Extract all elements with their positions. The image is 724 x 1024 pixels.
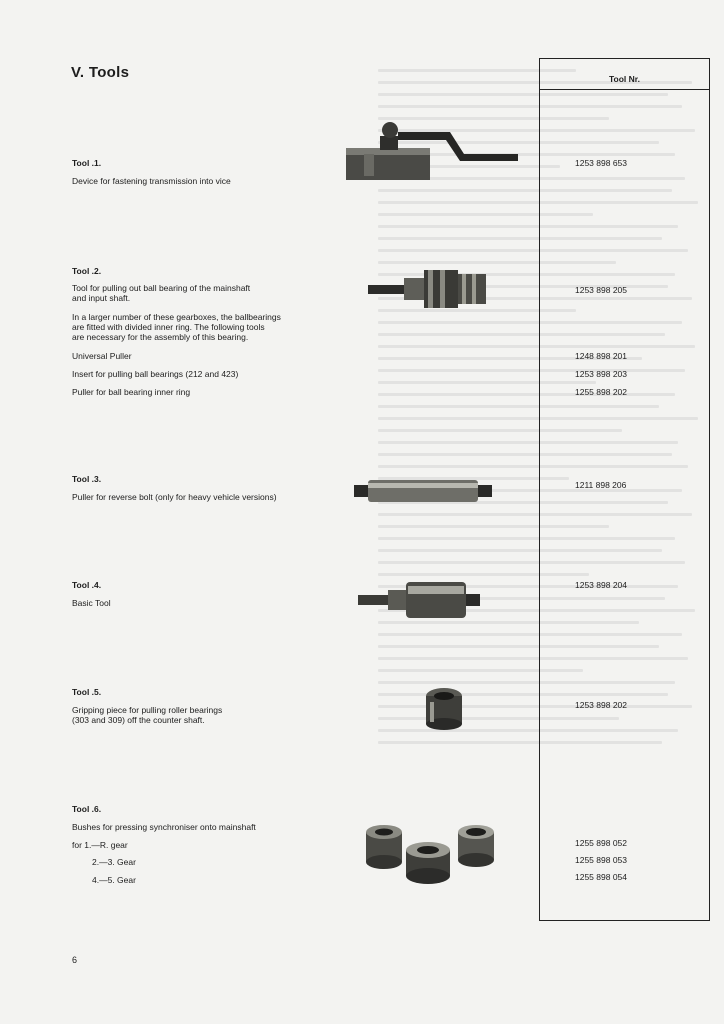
tool-2-paragraph-line-2: are fitted with divided inner ring. The following tools (72, 322, 265, 332)
tool-1-description: Device for fastening transmission into vice (72, 176, 231, 186)
ball-bearing-puller-image (364, 264, 494, 314)
tool-2-heading: Tool .2. (72, 266, 102, 276)
tool-2-number: 1253 898 205 (575, 285, 627, 295)
tool-3-heading: Tool .3. (72, 474, 102, 484)
vice-fastening-device-image (340, 114, 520, 188)
tool-2-subitem-1-number: 1248 898 201 (575, 351, 627, 361)
tool-4-description: Basic Tool (72, 598, 111, 608)
tool-5-heading: Tool .5. (72, 687, 102, 697)
tool-2-paragraph-line-1: In a larger number of these gearboxes, the ballbearings (72, 312, 281, 322)
tool-2-subitem-3-number: 1255 898 202 (575, 387, 627, 397)
reverse-bolt-puller-image (352, 476, 494, 506)
gripping-piece-image (422, 686, 466, 732)
tool-2-subitem-1-label: Universal Puller (72, 351, 132, 361)
tool-1-heading: Tool .1. (72, 158, 102, 168)
tool-4-number: 1253 898 204 (575, 580, 627, 590)
tool-3-number: 1211 898 206 (575, 480, 627, 490)
page-number: 6 (72, 955, 78, 965)
tool-2-paragraph-line-3: are necessary for the assembly of this bearing. (72, 332, 249, 342)
tool-number-header: Tool Nr. (540, 59, 709, 90)
tool-2-subitem-2-label: Insert for pulling ball bearings (212 and 423) (72, 369, 239, 379)
tool-6-subitem-2-number: 1255 898 053 (575, 855, 627, 865)
page-title: V. Tools (71, 64, 130, 81)
tool-6-subitem-1-number: 1255 898 052 (575, 838, 627, 848)
tool-2-subitem-3-label: Puller for ball bearing inner ring (72, 387, 191, 397)
tool-6-subitem-3-label: 4.—5. Gear (92, 875, 136, 885)
tool-4-heading: Tool .4. (72, 580, 102, 590)
tool-6-subitem-3-number: 1255 898 054 (575, 872, 627, 882)
basic-tool-image (356, 578, 486, 622)
synchroniser-bushes-image (362, 824, 500, 888)
tool-3-description: Puller for reverse bolt (only for heavy vehicle versions) (72, 492, 277, 502)
tool-2-description-line-1: Tool for pulling out ball bearing of the mainshaft (72, 283, 251, 293)
tool-6-description: Bushes for pressing synchroniser onto mainshaft (72, 822, 256, 832)
tool-2-description-line-2: and input shaft. (72, 293, 131, 303)
tool-6-heading: Tool .6. (72, 804, 102, 814)
tool-6-subitem-2-label: 2.—3. Gear (92, 857, 136, 867)
tool-5-description-line-2: (303 and 309) off the counter shaft. (72, 715, 205, 725)
tool-5-description-line-1: Gripping piece for pulling roller bearings (72, 705, 223, 715)
tool-2-subitem-2-number: 1253 898 203 (575, 369, 627, 379)
tool-1-number: 1253 898 653 (575, 158, 627, 168)
tool-6-subitem-1-label: for 1.—R. gear (72, 840, 128, 850)
tool-5-number: 1253 898 202 (575, 700, 627, 710)
